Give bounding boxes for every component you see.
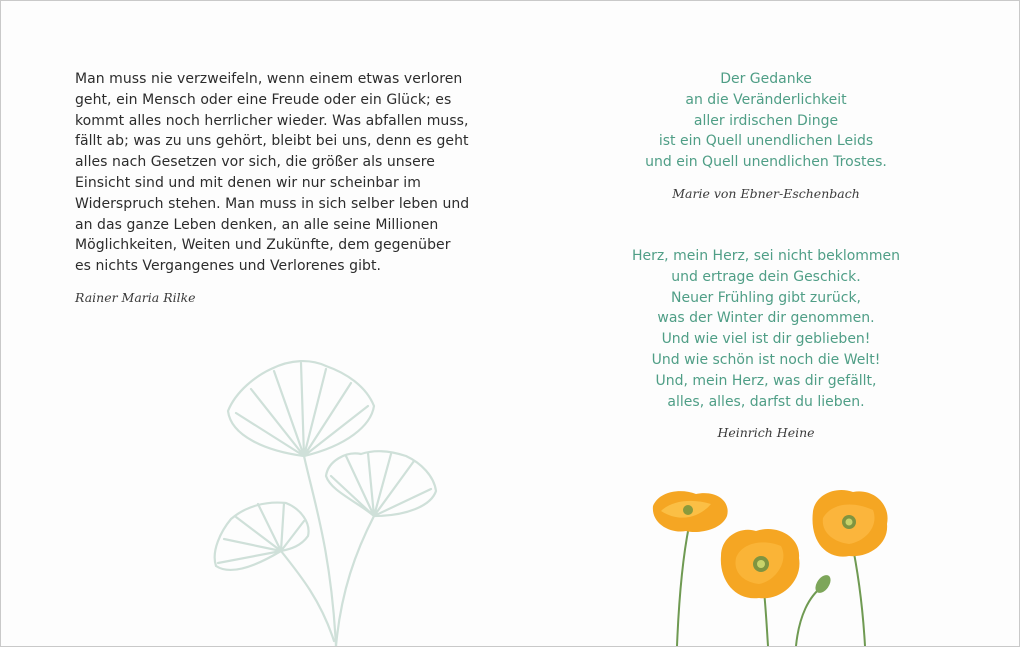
poppy-flowers-icon (641, 486, 901, 646)
poem-line: Und wie viel ist dir geblieben! (661, 331, 871, 348)
quote-line: es nichts Vergangenes und Verlorenes gibt. (75, 258, 381, 275)
poem-line: Herz, mein Herz, sei nicht beklommen (631, 248, 901, 264)
right-quote-2-author: Heinrich Heine (717, 425, 815, 440)
quote-line: Einsicht sind und mit denen wir nur scheinbar im (75, 174, 421, 191)
poem-line: ist ein Quell unendlichen Leids (658, 133, 874, 150)
ginkgo-leaves-icon (196, 351, 446, 646)
poem-line: Neuer Frühling gibt zurück, (670, 289, 861, 306)
right-quote-1-author: Marie von Ebner-Eschenbach (672, 186, 860, 201)
quote-line: fällt ab; was zu uns gehört, bleibt bei uns, denn es geht (75, 133, 469, 150)
quote-line: Man muss nie verzweifeln, wenn einem etwas verloren (75, 71, 463, 87)
poem-line: und ein Quell unendlichen Trostes. (645, 154, 887, 171)
quote-line: Möglichkeiten, Weiten und Zukünfte, dem gegenüber (75, 237, 451, 254)
quote-line: kommt alles noch herrlicher wieder. Was abfallen muss, (75, 112, 469, 129)
right-quote-1-text (601, 69, 931, 173)
quote-line: geht, ein Mensch oder eine Freude oder ein Glück; es (75, 91, 452, 108)
quote-line: alles nach Gesetzen vor sich, die größer als unsere (75, 154, 435, 171)
poppy-flower-icon (812, 490, 887, 557)
poem-line: Und, mein Herz, was dir gefällt, (655, 372, 877, 389)
poem-line: Und wie schön ist noch die Welt! (651, 351, 881, 368)
poppy-flower-icon (653, 491, 728, 532)
left-quote-author: Rainer Maria Rilke (75, 290, 196, 305)
poem-line: aller irdischen Dinge (693, 112, 839, 129)
quote-line: Widerspruch stehen. Man muss in sich selber leben und (75, 195, 470, 212)
quote-line: an das ganze Leben denken, an alle seine Millionen (75, 216, 439, 233)
poem-line: was der Winter dir genommen. (657, 310, 875, 327)
poppy-flower-icon (721, 529, 800, 598)
left-quote-text (75, 69, 470, 277)
poem-line: Der Gedanke (720, 71, 812, 87)
poem-line: alles, alles, darfst du lieben. (667, 393, 865, 410)
poem-line: an die Veränderlichkeit (685, 91, 847, 108)
poem-line: und ertrage dein Geschick. (671, 268, 861, 285)
right-quote-2-text (601, 246, 931, 412)
